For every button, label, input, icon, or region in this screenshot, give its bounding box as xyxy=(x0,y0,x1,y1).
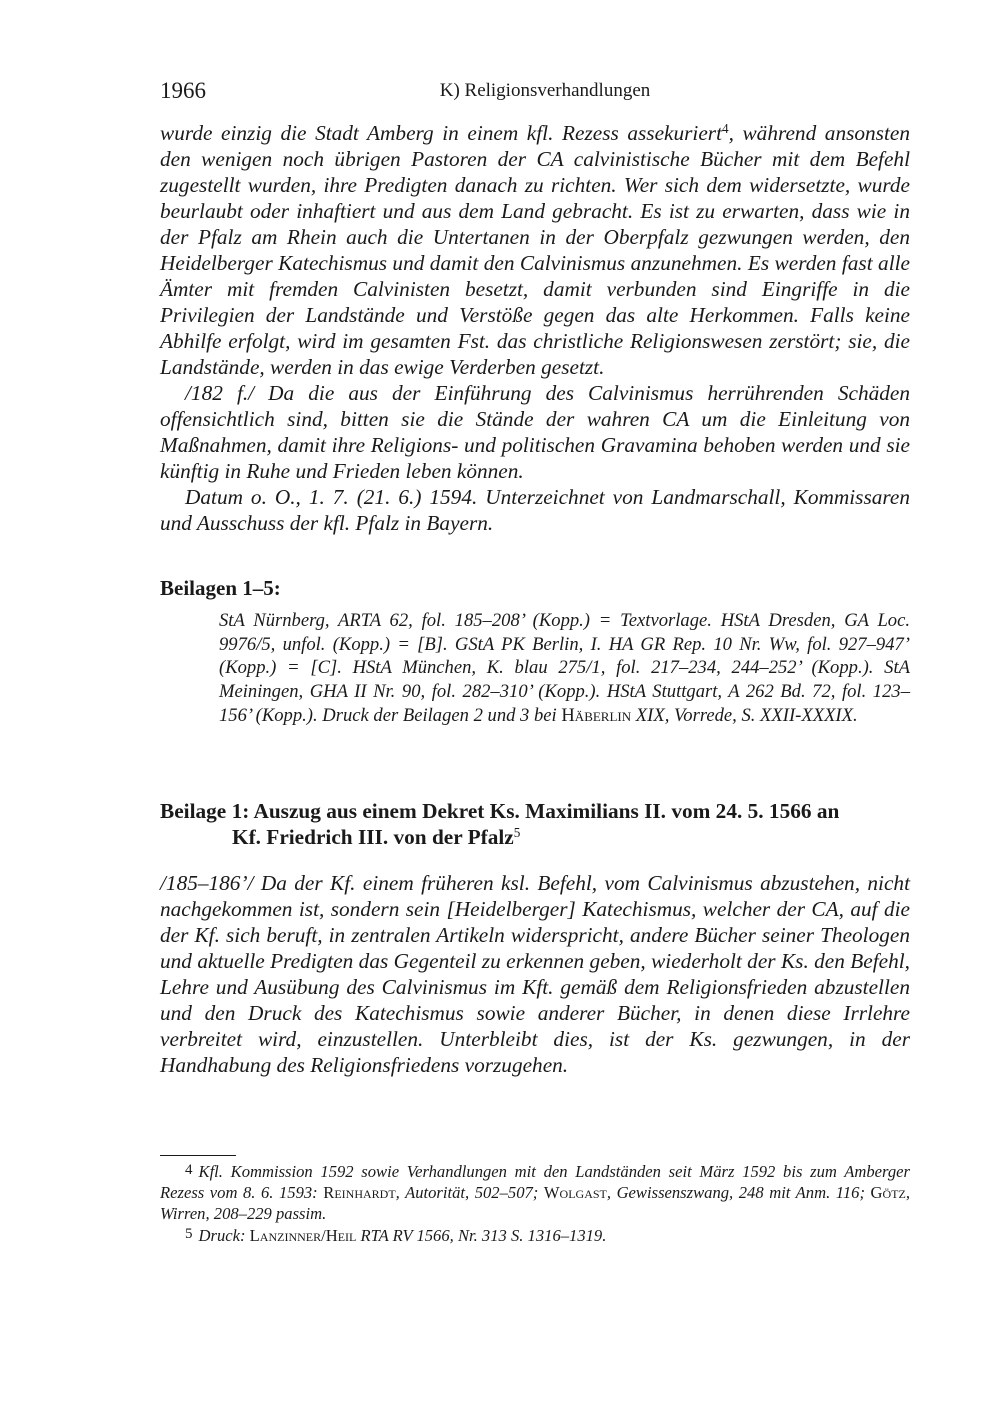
sources-text-b: XIX, Vorrede, S. XXII-XXXIX. xyxy=(631,704,858,726)
page-header xyxy=(160,78,910,108)
sources-text xyxy=(219,609,910,728)
beilage-1-heading-line-1: Beilage 1: Auszug aus einem Dekret Ks. Maximilians II. vom 24. 5. 1566 an xyxy=(160,799,840,823)
beilage-1-text-block xyxy=(160,870,910,1078)
footnote-ref-4[interactable]: 4 xyxy=(721,120,729,136)
author-name: Häberlin xyxy=(561,704,632,726)
footnote-text: RTA RV 1566, Nr. 313 S. 1316–1319. xyxy=(356,1226,607,1245)
footnote-5 xyxy=(160,1224,910,1246)
paragraph-3: Datum o. O., 1. 7. (21. 6.) 1594. Unterzeichnet von Landmarschall, Kommissaren und Ausschuss der kfl. Pfalz in Bayern. xyxy=(160,485,910,535)
sources-block xyxy=(219,609,910,728)
author-name: Götz xyxy=(870,1183,906,1202)
footnote-number: 5 xyxy=(185,1226,193,1242)
footnote-4 xyxy=(160,1160,910,1224)
footnote-separator xyxy=(160,1155,236,1156)
footnote-text: , Gewissenszwang, 248 mit Anm. 116; xyxy=(606,1183,871,1202)
footnote-number: 4 xyxy=(185,1162,193,1178)
sources-text-a: StA Nürnberg, ARTA 62, fol. 185–208’ (Kopp.) = Textvorlage. HStA Dresden, GA Loc. 9976/5, unfol. (Kopp.) = [B]. GStA PK Berlin, I. HA GR Rep. 10 Nr. Ww, fol. 927–947’ (Kopp.) = [C]. HStA München, K. blau 275/1, fol. 217–234, 244–252’ (Kopp.). StA Meiningen, GHA II Nr. 90, fol. 282–310’ (Kopp.). HStA Stuttgart, A 262 Bd. 72, fol. 123–156’ (Kopp.). Druck der Beilagen 2 und 3 bei xyxy=(219,610,910,726)
running-title: K) Religionsverhandlungen xyxy=(439,80,651,101)
beilage-1-heading-line-2-wrap xyxy=(160,824,910,850)
author-name: Wolgast xyxy=(543,1183,607,1202)
page-number: 1966 xyxy=(160,78,206,103)
footnotes xyxy=(160,1160,910,1246)
beilage-1-heading-line-2: Kf. Friedrich III. von der Pfalz xyxy=(232,825,514,849)
paragraph-1-text-a: wurde einzig die Stadt Amberg in einem kfl. Rezess assekuriert xyxy=(160,121,722,145)
paragraph-2: /182 f./ Da die aus der Einführung des Calvinismus herrührenden Schäden offensichtlich sind, bitten sie die Stände der wahren CA um die Einleitung von Maßnahmen, damit ihre Religions- und politischen Gravamina behoben werden und sie künftig in Ruhe und Frieden leben können. xyxy=(160,381,910,483)
footnote-text: Kfl. Kommission 1592 sowie Verhandlungen mit den Landständen seit März 1592 bis zum Amberger Rezess vom 8. 6. 1593: xyxy=(160,1162,910,1202)
beilage-1-text: /185–186’/ Da der Kf. einem früheren ksl. Befehl, vom Calvinismus abzustehen, nicht nachgekommen ist, sondern sein [Heidelberger] Katechismus, welcher der CA, auf die der Kf. sich beruft, in zentralen Artikeln widerspricht, andere Bücher seiner Theologen und aktuelle Predigten das Gegenteil zu erkennen geben, wiederholt der Ks. den Befehl, Lehre und Ausübung des Calvinismus im Kft. gemäß dem Religionsfrieden abzustellen und den Druck des Katechismus sowie anderer Bücher, in denen diese Irrlehre verbreitet wird, einzustellen. Unterbleibt dies, ist der Ks. gezwungen, in der Handhabung des Religionsfriedens vorzugehen. xyxy=(160,871,910,1077)
beilage-1-heading xyxy=(160,798,910,850)
footnote-text: Druck: xyxy=(198,1226,250,1245)
beilagen-heading: Beilagen 1–5: xyxy=(160,576,281,600)
author-name: Lanzinner/Heil xyxy=(249,1226,357,1245)
paragraph-1 xyxy=(160,120,910,380)
footnote-text: , Wirren, 208–229 passim. xyxy=(160,1183,910,1223)
footnote-text: , Autorität, 502–507; xyxy=(395,1183,544,1202)
footnote-ref-5[interactable]: 5 xyxy=(513,824,521,840)
paragraph-1-text-b: , während ansonsten den wenigen noch übrigen Pastoren der CA calvinistische Bücher mit dem Befehl zugestellt wurden, ihre Predigten danach zu richten. Wer sich dem widersetzte, wurde beurlaubt oder inhaftiert und aus dem Land gebracht. Es ist zu erwarten, dass wie in der Pfalz am Rhein auch die Untertanen in der Oberpfalz gezwungen werden, den Heidelberger Katechismus und damit den Calvinismus anzunehmen. Es werden fast alle Ämter mit fremden Calvinisten besetzt, damit verbunden sind Eingriffe in die Privilegien der Landstände und Verstöße gegen das alte Herkommen. Falls keine Abhilfe erfolgt, wird im gesamten Fst. das christliche Religionswesen zerstört; sie, die Landstände, werden in das ewige Verderben gesetzt. xyxy=(160,121,910,379)
author-name: Reinhardt xyxy=(323,1183,396,1202)
main-text xyxy=(160,120,910,536)
